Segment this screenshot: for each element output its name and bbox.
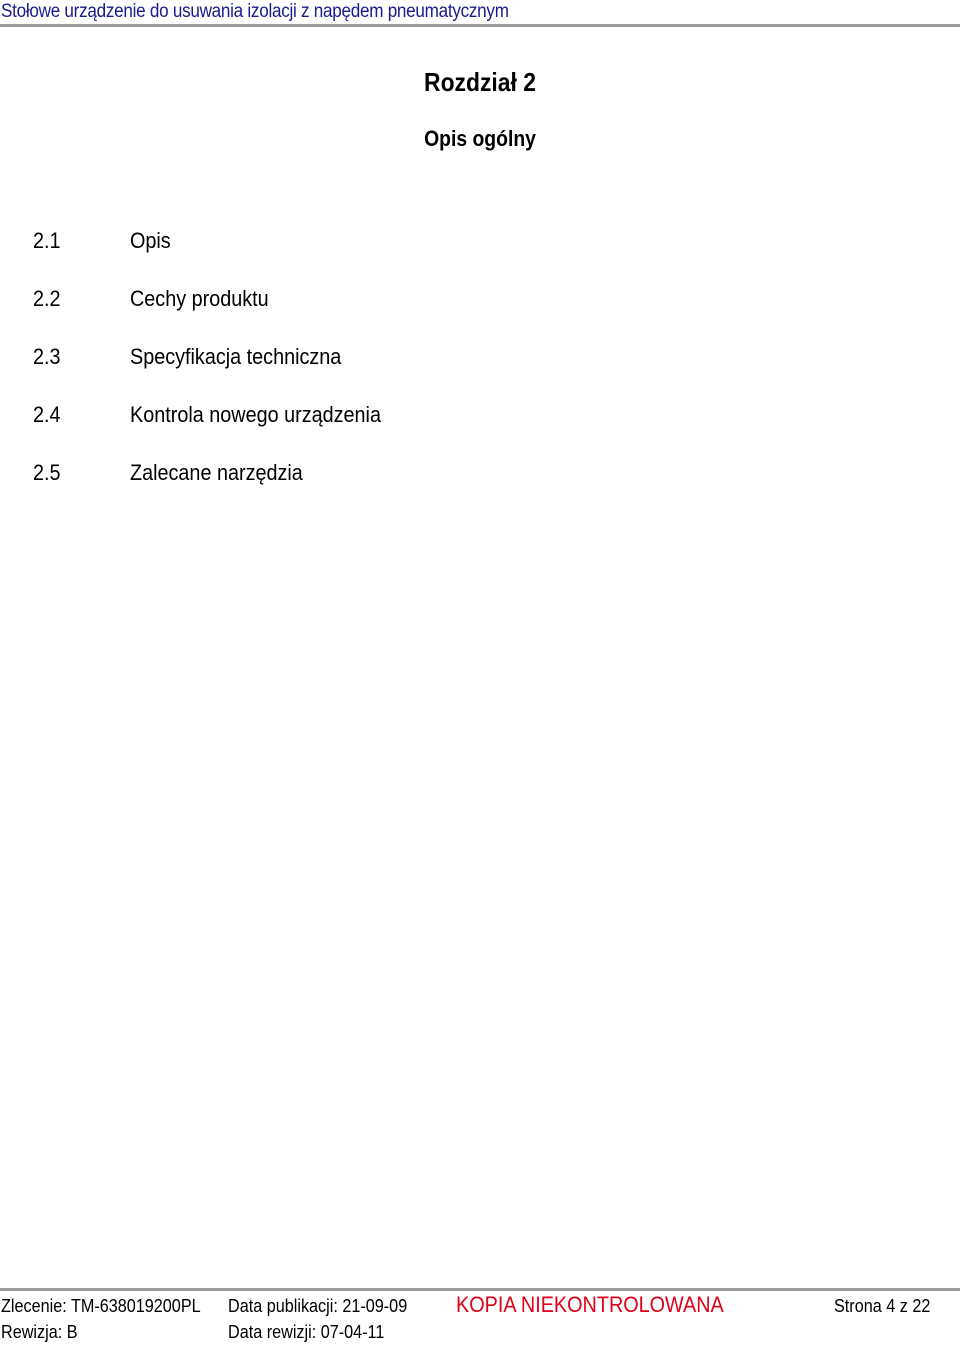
toc-item-label: Opis [130, 228, 171, 253]
footer-revision-date: Data rewizji: 07-04-11 [228, 1322, 385, 1342]
footer-publication-date: Data publikacji: 21-09-09 [228, 1296, 408, 1316]
toc-item-kontrola [33, 400, 409, 458]
toc-item-number: 2.3 [33, 344, 61, 369]
toc-item-label: Specyfikacja techniczna [130, 344, 342, 369]
document-header-title: Stołowe urządzenie do usuwania izolacji z napędem pneumatycznym [1, 1, 509, 22]
chapter-contents-list [33, 226, 409, 516]
footer-order-number: Zlecenie: TM-638019200PL [1, 1296, 201, 1316]
chapter-subtitle: Opis ogólny [424, 126, 536, 151]
footer-revision: Rewizja: B [1, 1322, 78, 1342]
toc-item-label: Kontrola nowego urządzenia [130, 402, 381, 427]
toc-item-label: Cechy produktu [130, 286, 269, 311]
toc-item-number: 2.1 [33, 228, 61, 253]
toc-item-narzedzia [33, 458, 409, 516]
toc-item-number: 2.4 [33, 402, 61, 427]
toc-item-cechy-produktu [33, 284, 409, 342]
toc-item-opis [33, 226, 409, 284]
toc-item-label: Zalecane narzędzia [130, 460, 303, 485]
toc-item-number: 2.5 [33, 460, 61, 485]
header-divider [0, 24, 960, 27]
toc-item-number: 2.2 [33, 286, 61, 311]
footer-page-number: Strona 4 z 22 [834, 1296, 931, 1316]
toc-item-specyfikacja [33, 342, 409, 400]
footer-divider [0, 1288, 960, 1291]
footer-copy-status: KOPIA NIEKONTROLOWANA [456, 1292, 724, 1317]
chapter-title: Rozdział 2 [424, 67, 536, 97]
